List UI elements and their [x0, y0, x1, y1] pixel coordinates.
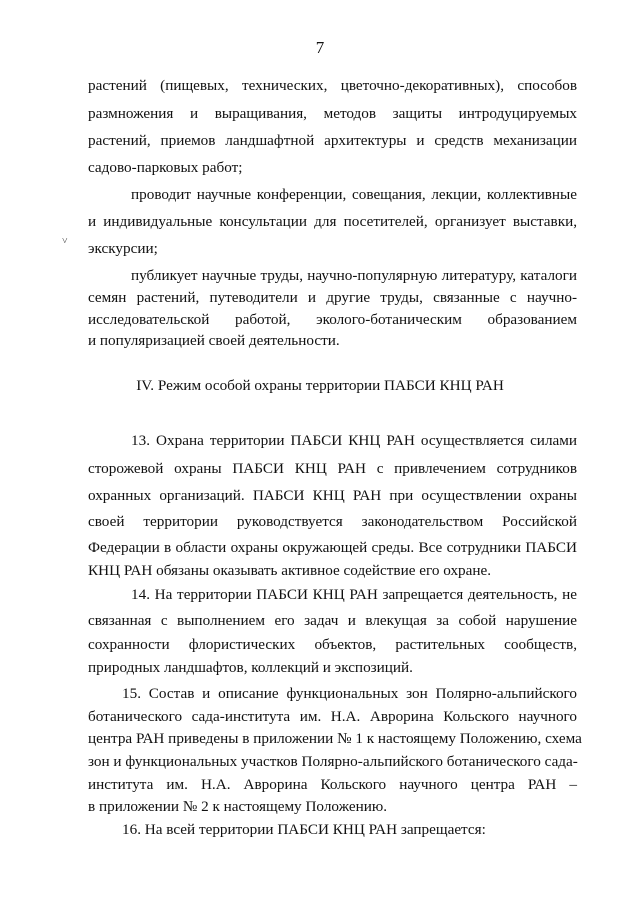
text-line: сохранности флористических объектов, растительных сообществ,: [88, 636, 577, 653]
text-line: Федерации в области охраны окружающей среды. Все сотрудники ПАБСИ: [88, 539, 577, 556]
text-line: публикует научные труды, научно-популярную литературу, каталоги: [131, 267, 577, 284]
text-line: природных ландшафтов, коллекций и экспозиций.: [88, 659, 413, 676]
text-line: ботанического сада-института им. Н.А. Аврорина Кольского научного: [88, 708, 577, 725]
text-line: 13. Охрана территории ПАБСИ КНЦ РАН осуществляется силами: [131, 432, 577, 449]
text-line: семян растений, путеводители и другие труды, связанные с научно-: [88, 289, 577, 306]
page-number: 7: [315, 38, 325, 57]
text-line: и индивидуальные консультации для посетителей, организует выставки,: [88, 213, 577, 230]
text-line: садово-парковых работ;: [88, 159, 243, 176]
text-line: исследовательской работой, эколого-ботаническим образованием: [88, 311, 577, 328]
text-line: своей территории руководствуется законодательством Российской: [88, 513, 577, 530]
section-heading: IV. Режим особой охраны территории ПАБСИ КНЦ РАН: [136, 377, 504, 394]
text-line: охранных организаций. ПАБСИ КНЦ РАН при осуществлении охраны: [88, 487, 577, 504]
text-line: 15. Состав и описание функциональных зон Полярно-альпийского: [122, 685, 577, 702]
margin-mark: ˅: [62, 236, 68, 247]
text-line: 14. На территории ПАБСИ КНЦ РАН запрещается деятельность, не: [131, 586, 577, 603]
text-line: зон и функциональных участков Полярно-альпийского ботанического сада-: [88, 753, 578, 770]
text-line: института им. Н.А. Аврорина Кольского научного центра РАН –: [88, 776, 577, 793]
text-line: и популяризацией своей деятельности.: [88, 332, 340, 349]
text-line: центра РАН приведены в приложении № 1 к настоящему Положению, схема: [88, 730, 582, 747]
text-line: размножения и выращивания, методов защиты интродуцируемых: [88, 105, 577, 122]
text-line: растений (пищевых, технических, цветочно-декоративных), способов: [88, 77, 577, 94]
text-line: связанная с выполнением его задач и влекущая за собой нарушение: [88, 612, 577, 629]
text-line: сторожевой охраны ПАБСИ КНЦ РАН с привлечением сотрудников: [88, 460, 577, 477]
text-line: в приложении № 2 к настоящему Положению.: [88, 798, 388, 815]
text-line: КНЦ РАН обязаны оказывать активное содействие его охране.: [88, 562, 492, 579]
text-line: 16. На всей территории ПАБСИ КНЦ РАН запрещается:: [122, 821, 486, 838]
text-line: проводит научные конференции, совещания, лекции, коллективные: [131, 186, 577, 203]
text-line: экскурсии;: [88, 240, 158, 257]
text-line: растений, приемов ландшафтной архитектуры и средств механизации: [88, 132, 577, 149]
